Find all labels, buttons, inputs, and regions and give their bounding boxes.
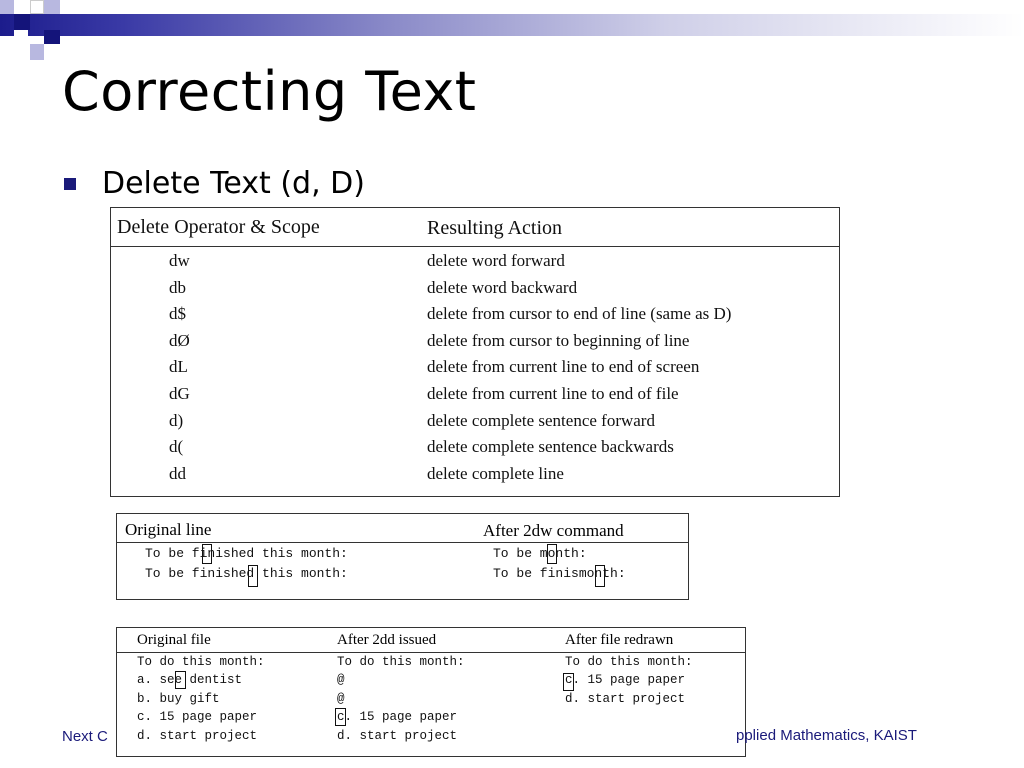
table-row [117,671,745,689]
header-after-2dw: After 2dw command [483,521,624,540]
action-cell: delete from current line to end of screen [427,357,700,377]
operator-cell: d( [169,437,184,457]
header-after-2dd: After 2dd issued [337,632,437,648]
after-2dd-cell: @ [337,691,345,706]
bullet-text: Delete Text (d, D) [102,166,365,201]
decor-square [14,14,30,30]
action-cell: delete word backward [427,277,578,297]
original-file-cell: a. see dentist [137,673,243,688]
original-file-cell: To do this month: [137,655,265,669]
after-redrawn-cell: c. 15 page paper [565,673,686,688]
cursor-marker [248,565,258,587]
header-original-line: Original line [125,520,212,539]
decor-square [30,44,44,60]
decor-square [44,0,60,14]
action-cell: delete complete sentence backwards [427,437,674,457]
after-2dd-cell: @ [337,673,345,688]
original-file-cell: d. start project [137,728,258,743]
table-header [111,208,839,247]
decor-square [14,30,28,46]
table-row [117,690,745,708]
action-cell: delete from cursor to end of line (same as D) [427,304,732,324]
operator-cell: dw [169,251,190,270]
table-header [117,514,688,543]
slide-title: Correcting Text [62,60,477,123]
dw-example-table [116,513,689,600]
dd-example-table [116,627,746,757]
table-row [111,274,839,301]
decor-square [44,30,60,44]
table-row [111,327,839,354]
table-row [117,653,745,671]
header-resulting-action: Resulting Action [427,217,562,239]
original-file-cell: b. buy gift [137,691,220,706]
operator-cell: dL [169,357,188,377]
after-2dd-cell: c. 15 page paper [337,710,458,725]
operator-cell: dØ [169,330,190,350]
table-row [117,727,745,745]
original-line-cell: To be finished this month: [145,566,348,581]
decor-square [0,0,14,14]
after-command-cell: To be finismonth: [493,566,626,581]
table-row [111,460,839,487]
action-cell: delete complete sentence forward [427,410,655,430]
header-operator-scope: Delete Operator & Scope [117,216,320,238]
operator-cell: dG [169,383,190,403]
after-2dd-cell: d. start project [337,728,458,743]
table-row [111,433,839,460]
bullet-square-icon [64,178,76,190]
after-redrawn-cell: d. start project [565,691,686,706]
action-cell: delete from current line to end of file [427,383,679,403]
table-row [111,407,839,434]
operator-cell: db [169,277,186,297]
operator-cell: dd [169,463,186,483]
footer-left-text: Next C [62,728,108,745]
table-row [111,353,839,380]
table-row [111,380,839,407]
decor-square [30,0,44,14]
after-command-cell: To be month: [493,546,587,561]
action-cell: delete word forward [427,251,565,270]
operator-cell: d$ [169,304,186,324]
original-file-cell: c. 15 page paper [137,710,258,725]
action-cell: delete complete line [427,463,564,483]
original-line-cell: To be finished this month: [145,546,348,561]
cursor-marker [563,673,574,691]
table-row [111,300,839,327]
header-band [0,14,1024,36]
after-redrawn-cell: To do this month: [565,655,693,669]
cursor-marker [335,708,346,726]
action-cell: delete from cursor to beginning of line [427,330,690,350]
table-row [111,247,839,274]
after-2dd-cell: To do this month: [337,655,465,669]
cursor-marker [595,565,605,587]
header-after-redrawn: After file redrawn [565,632,674,648]
table-row [117,708,745,726]
cursor-marker [175,671,186,689]
delete-operator-table [110,207,840,497]
table-header [117,628,745,653]
cursor-marker [547,544,557,564]
operator-cell: d) [169,410,184,430]
header-original-file: Original file [137,632,211,648]
footer-right-text: pplied Mathematics, KAIST [736,727,917,744]
cursor-marker [202,544,212,564]
